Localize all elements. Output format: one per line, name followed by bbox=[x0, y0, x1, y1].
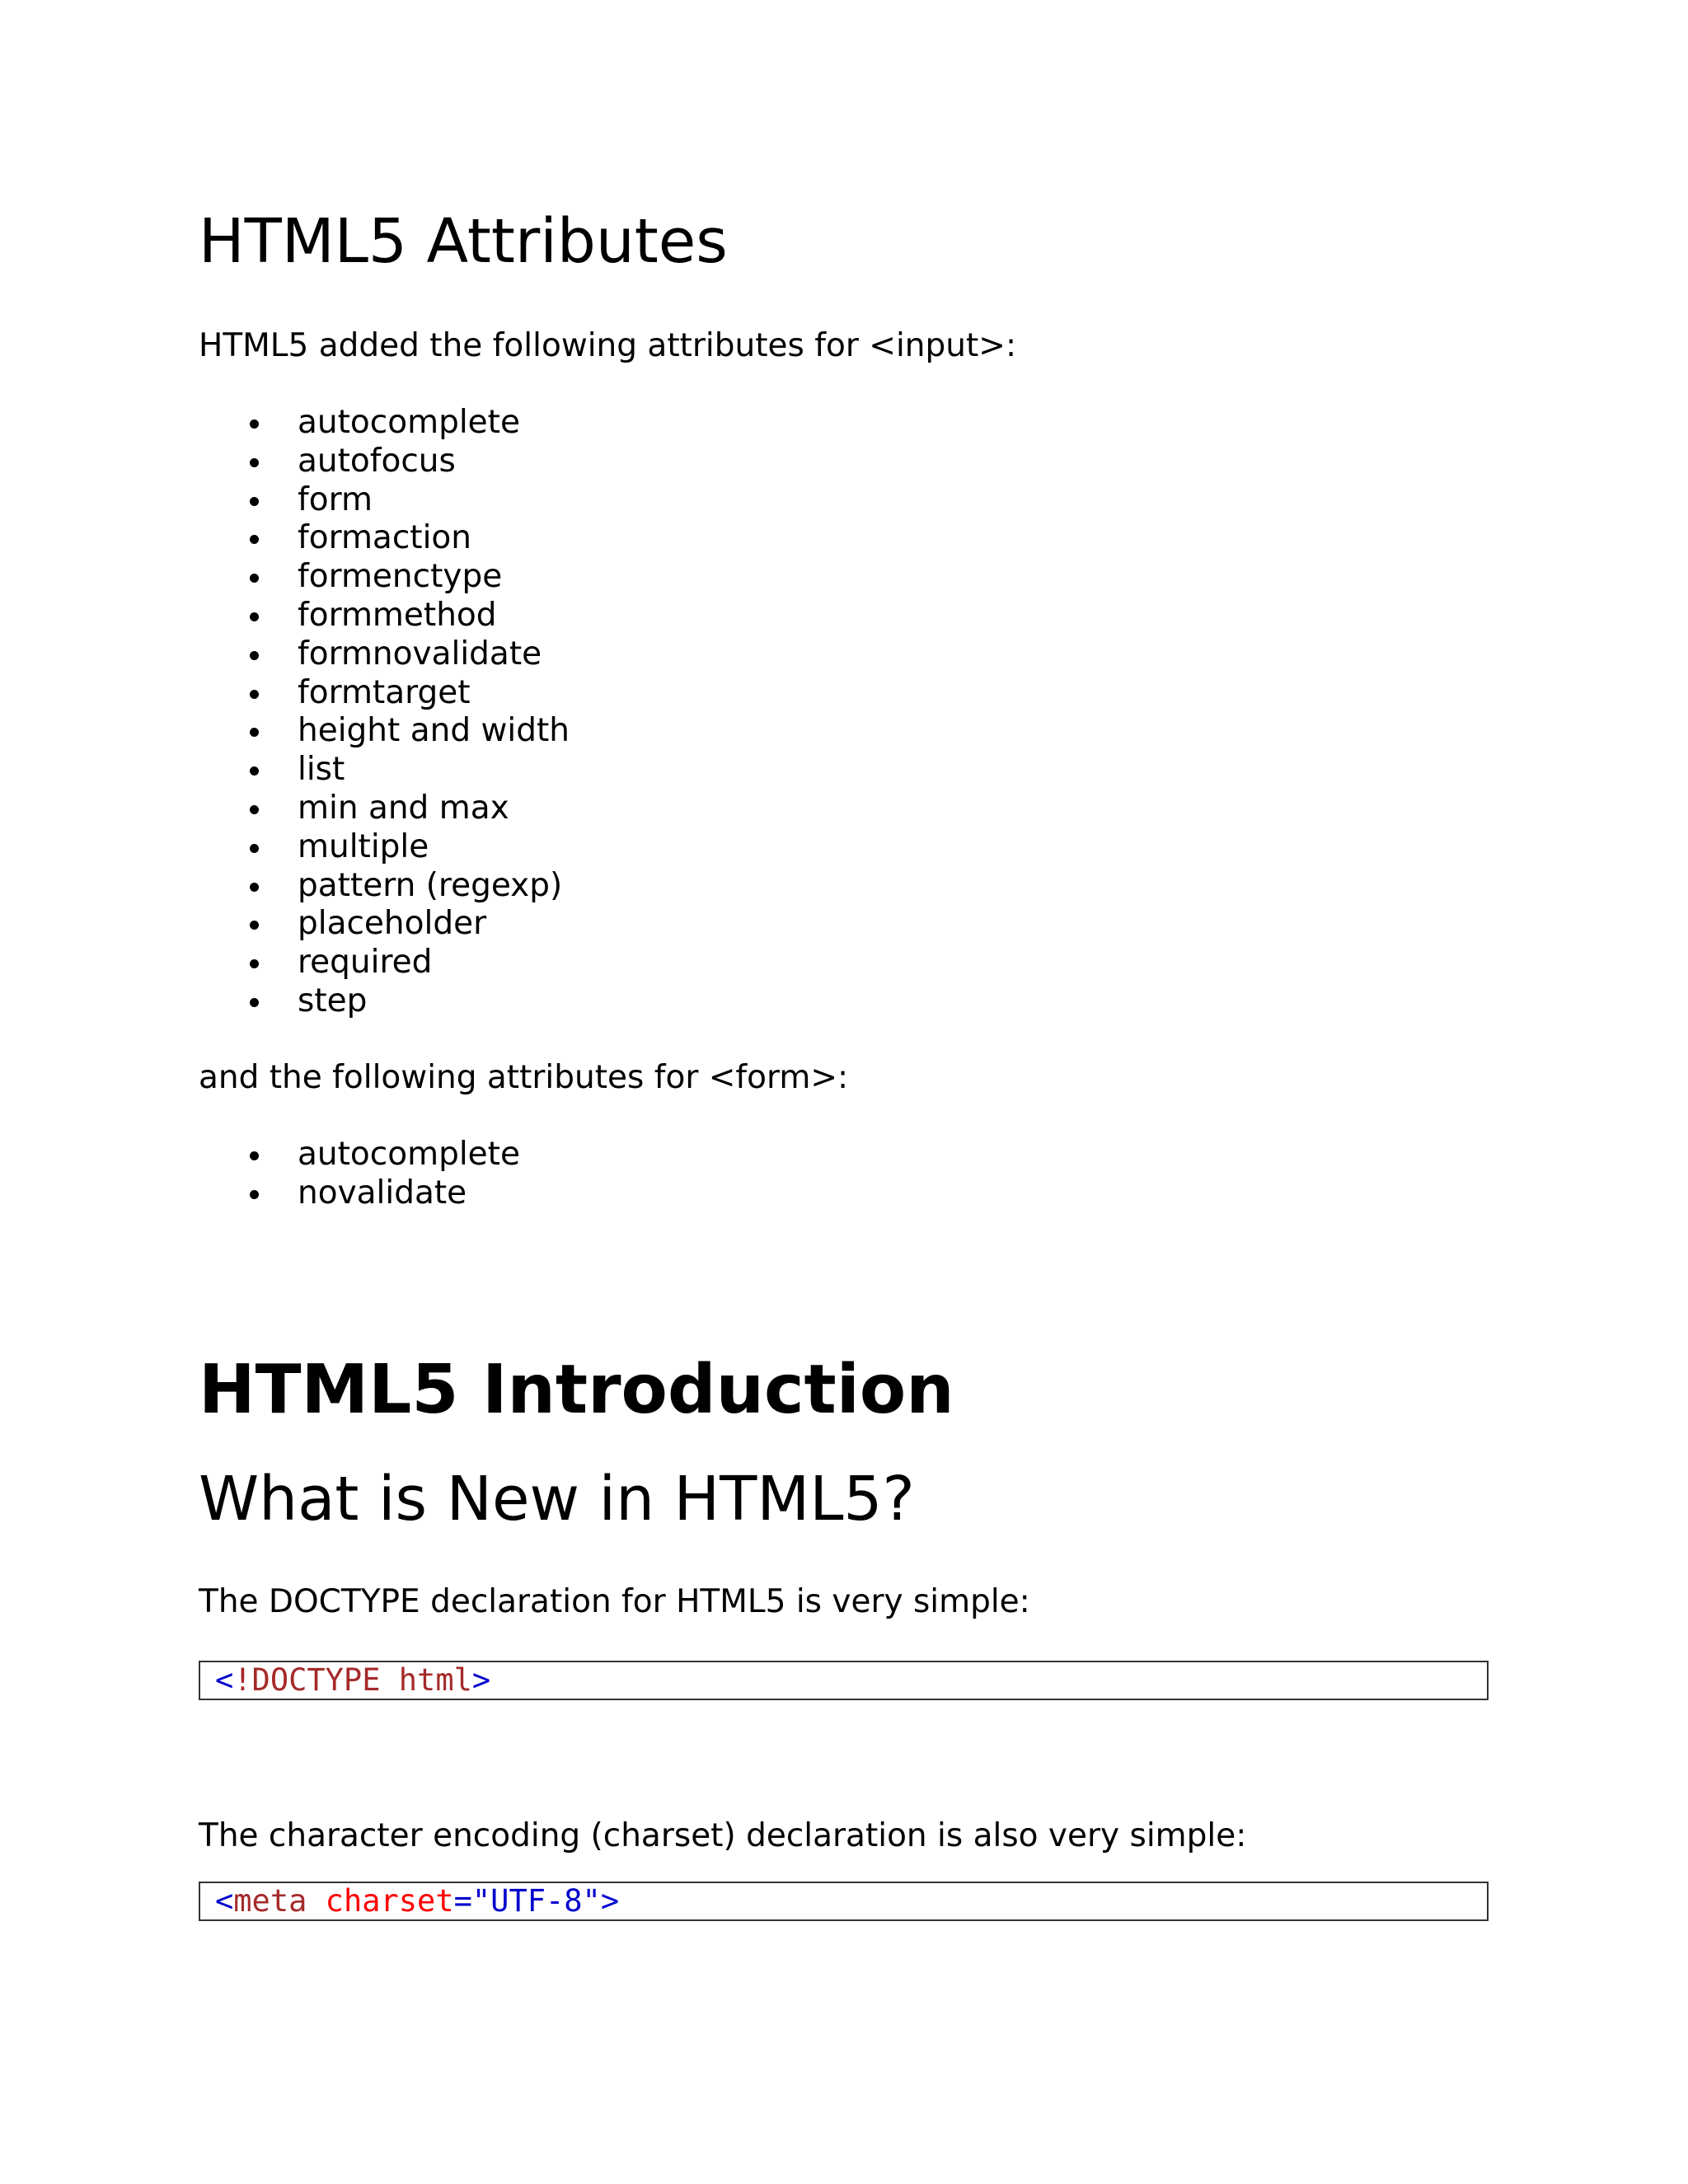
attributes-heading: HTML5 Attributes bbox=[199, 206, 728, 277]
bullet-icon bbox=[250, 690, 259, 699]
bullet-icon bbox=[250, 998, 259, 1007]
charset-description: The character encoding (charset) declaration is also very simple: bbox=[199, 1817, 1247, 1854]
doctype-code-block bbox=[199, 1661, 1489, 1700]
bullet-icon bbox=[250, 535, 259, 544]
input-attributes-intro: HTML5 added the following attributes for <input>: bbox=[199, 327, 1017, 364]
bullet-icon bbox=[250, 766, 259, 776]
code-tag-close: > bbox=[471, 1662, 491, 1698]
bullet-icon bbox=[250, 728, 259, 737]
bullet-icon bbox=[250, 844, 259, 853]
code-attribute-value: "UTF-8" bbox=[471, 1883, 601, 1919]
code-tag-close: > bbox=[600, 1883, 620, 1919]
bullet-icon bbox=[250, 959, 259, 968]
bullet-icon bbox=[250, 419, 259, 429]
bullet-icon bbox=[250, 574, 259, 583]
code-tag-name: meta bbox=[233, 1883, 307, 1919]
charset-code-block bbox=[199, 1882, 1489, 1921]
bullet-icon bbox=[250, 805, 259, 814]
bullet-icon bbox=[250, 497, 259, 506]
introduction-title: HTML5 Introduction bbox=[199, 1351, 954, 1429]
document-page: HTML5 Attributes HTML5 added the following attributes for <input>: autocomplete autofocus form formaction formenctype formmethod formnovalidate formtarget height and width list min and max multiple pattern (regexp) placeholder required step and the following attributes for <form>: autocomplete novalidate HTML5 Introduction What is New in HTML5? The DOCTYPE declaration for HTML5 is very simple: <!DOCTYPE html> The character encoding (charset) declaration is also very simple: <meta charset="UTF-8"> bbox=[0, 0, 1688, 2184]
bullet-icon bbox=[250, 883, 259, 892]
bullet-icon bbox=[250, 458, 259, 467]
bullet-icon bbox=[250, 1151, 259, 1160]
bullet-icon bbox=[250, 651, 259, 660]
doctype-description: The DOCTYPE declaration for HTML5 is very simple: bbox=[199, 1583, 1030, 1620]
whats-new-heading: What is New in HTML5? bbox=[199, 1464, 915, 1535]
bullet-icon bbox=[250, 1190, 259, 1199]
bullet-icon bbox=[250, 612, 259, 621]
form-attributes-intro: and the following attributes for <form>: bbox=[199, 1059, 849, 1096]
code-tag-name: !DOCTYPE html bbox=[233, 1662, 472, 1698]
code-tag-open: < bbox=[215, 1883, 234, 1919]
bullet-icon bbox=[250, 921, 259, 930]
code-equals-sign: = bbox=[453, 1883, 472, 1919]
code-tag-open: < bbox=[215, 1662, 234, 1698]
code-attribute-name: charset bbox=[307, 1883, 454, 1919]
